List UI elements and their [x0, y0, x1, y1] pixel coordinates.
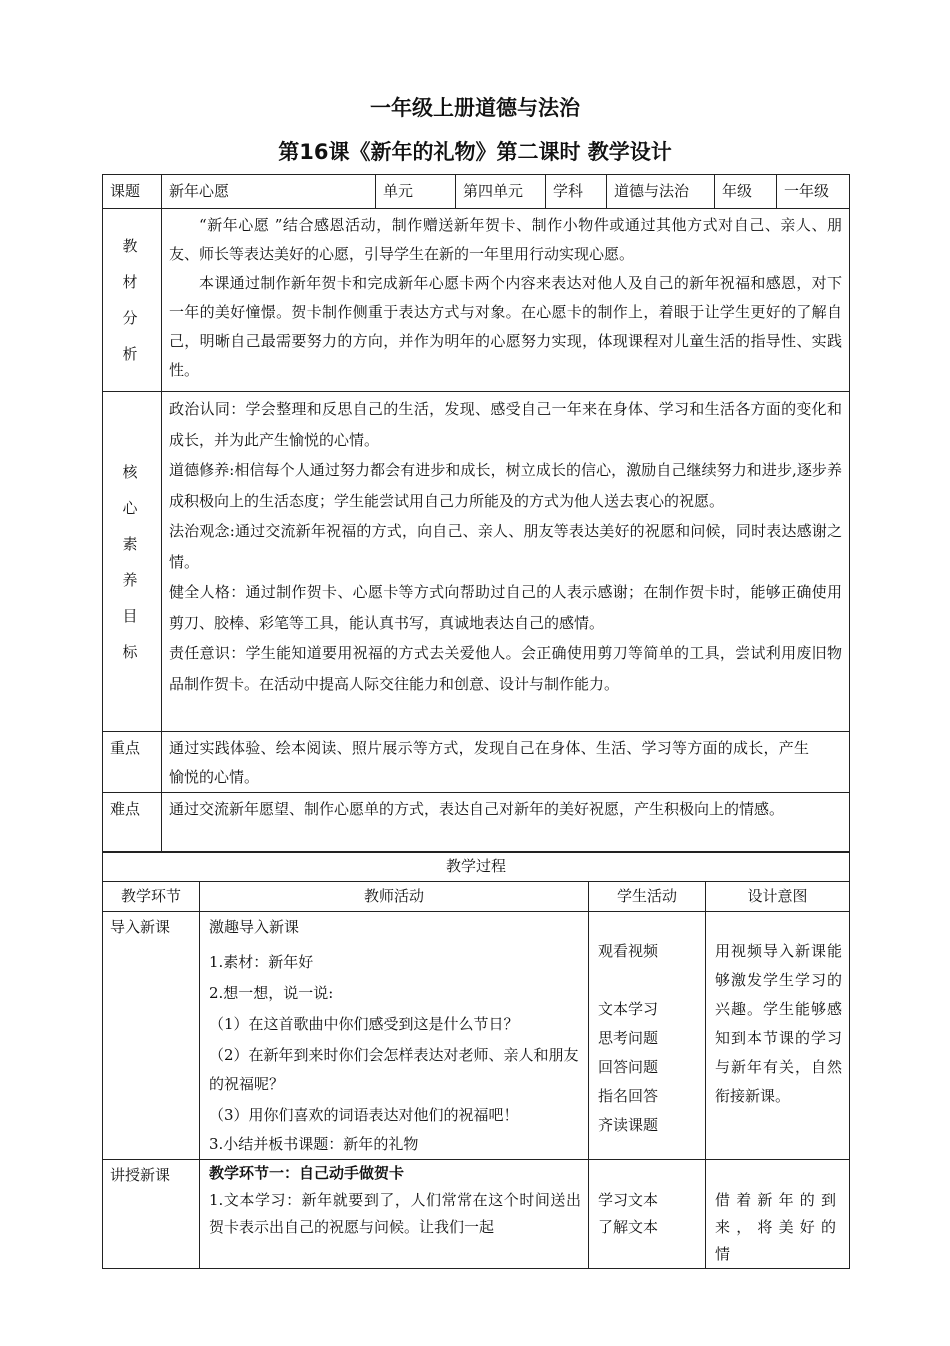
design-intent: 用视频导入新课能够激发学生学习的兴趣。学生能够感知到本节课的学习与新年有关，自然衔接新课。: [706, 912, 850, 1160]
student-line: 回答问题: [598, 1058, 659, 1076]
unit-value: 第四单元: [456, 175, 546, 209]
process-header: 学生活动: [589, 882, 706, 912]
goal-item: 政治认同：学会整理和反思自己的生活，发现、感受自己一年来在身体、学习和生活各方面的变化和成长，并为此产生愉悦的心情。: [169, 400, 842, 449]
student-line: 思考问题: [598, 1029, 659, 1047]
subject-label: 学科: [546, 175, 607, 209]
teacher-line: （1）在这首歌曲中你们感受到这是什么节日？: [209, 1015, 519, 1033]
doc-subtitle: 第16课《新年的礼物》第二课时 教学设计: [278, 140, 672, 164]
lesson-label: 课题: [103, 175, 162, 209]
teacher-line: 1.文本学习：新年就要到了，人们常常在这个时间送出贺卡表示出自己的祝愿与问候。让我们一起: [209, 1191, 581, 1236]
student-activity: [589, 1160, 706, 1269]
teacher-line: 3.小结并板书课题：新年的礼物: [209, 1135, 419, 1153]
key-point-label: 重点: [103, 732, 162, 793]
teacher-activity: [200, 1160, 589, 1269]
goal-item: 健全人格：通过制作贺卡、心愿卡等方式向帮助过自己的人表示感谢；在制作贺卡时，能够正确使用剪刀、胶棒、彩笔等工具，能认真书写，真诚地表达自己的感情。: [169, 583, 842, 632]
subject-value: 道德与法治: [607, 175, 715, 209]
difficulty-text: 通过交流新年愿望、制作心愿单的方式，表达自己对新年的美好祝愿，产生积极向上的情感。: [162, 793, 850, 853]
analysis-paragraph: 本课通过制作新年贺卡和完成新年心愿卡两个内容来表达对他人及自己的新年祝福和感恩，对下一年的美好憧憬。贺卡制作侧重于表达方式与对象。在心愿卡的制作上，着眼于让学生更好的了解自己，明晰自己最需要努力的方向，并作为明年的心愿努力实现，体现课程对儿童生活的指导性、实践性。: [169, 274, 842, 379]
teaching-process-table: [102, 851, 850, 1269]
student-activity: [589, 912, 706, 1160]
teacher-line: 激趣导入新课: [209, 918, 300, 936]
stage-cell: 讲授新课: [103, 1160, 200, 1269]
grade-value: 一年级: [777, 175, 850, 209]
process-header: 设计意图: [706, 882, 850, 912]
process-header: 教师活动: [200, 882, 589, 912]
grade-label: 年级: [715, 175, 777, 209]
goal-item: 责任意识：学生能知道要用祝福的方式去关爱他人。会正确使用剪刀等简单的工具，尝试利用废旧物品制作贺卡。在活动中提高人际交往能力和创意、设计与制作能力。: [169, 644, 842, 693]
student-line: 观看视频: [598, 942, 659, 960]
analysis-paragraph: “新年心愿 ”结合感恩活动，制作赠送新年贺卡、制作小物件或通过其他方式对自己、亲人、朋友、师长等表达美好的心愿，引导学生在新的一年里用行动实现心愿。: [169, 216, 842, 263]
design-intent: 借着新年的到来，将美好的情: [706, 1160, 850, 1269]
lesson-info-table: [102, 174, 850, 853]
unit-label: 单元: [376, 175, 456, 209]
student-line: 齐读课题: [598, 1116, 659, 1134]
doc-title: 一年级上册道德与法治: [370, 96, 580, 120]
goal-item: 道德修养:相信每个人通过努力都会有进步和成长，树立成长的信心，激励自己继续努力和进步,逐步养成积极向上的生活态度；学生能尝试用自己力所能及的方式为他人送去衷心的祝愿。: [169, 461, 842, 510]
analysis-label: 教 材 分 析: [103, 209, 162, 392]
teacher-heading: 教学环节一：自己动手做贺卡: [209, 1164, 405, 1182]
teacher-line: 1.素材：新年好: [209, 953, 314, 971]
student-line: 学习文本: [598, 1191, 659, 1209]
student-line: 文本学习: [598, 1000, 659, 1018]
teacher-line: （2）在新年到来时你们会怎样表达对老师、亲人和朋友的祝福呢？: [209, 1046, 579, 1093]
teacher-activity: [200, 912, 589, 1160]
student-line: 指名回答: [598, 1087, 659, 1105]
lesson-value: 新年心愿: [162, 175, 376, 209]
process-title: 教学过程: [103, 852, 850, 882]
goal-item: 法治观念:通过交流新年祝福的方式，向自己、亲人、朋友等表达美好的祝愿和问候，同时表达感谢之情。: [169, 522, 842, 571]
process-header: 教学环节: [103, 882, 200, 912]
student-line: 了解文本: [598, 1218, 659, 1236]
key-point-text: 通过实践体验、绘本阅读、照片展示等方式，发现自己在身体、生活、学习等方面的成长，产生愉悦的心情。: [162, 732, 850, 793]
teacher-line: （3）用你们喜欢的词语表达对他们的祝福吧！: [209, 1106, 519, 1124]
teacher-line: 2.想一想，说一说:: [209, 984, 334, 1002]
goals-label: 核 心 素 养 目 标: [103, 392, 162, 732]
difficulty-label: 难点: [103, 793, 162, 853]
stage-cell: 导入新课: [103, 912, 200, 1160]
